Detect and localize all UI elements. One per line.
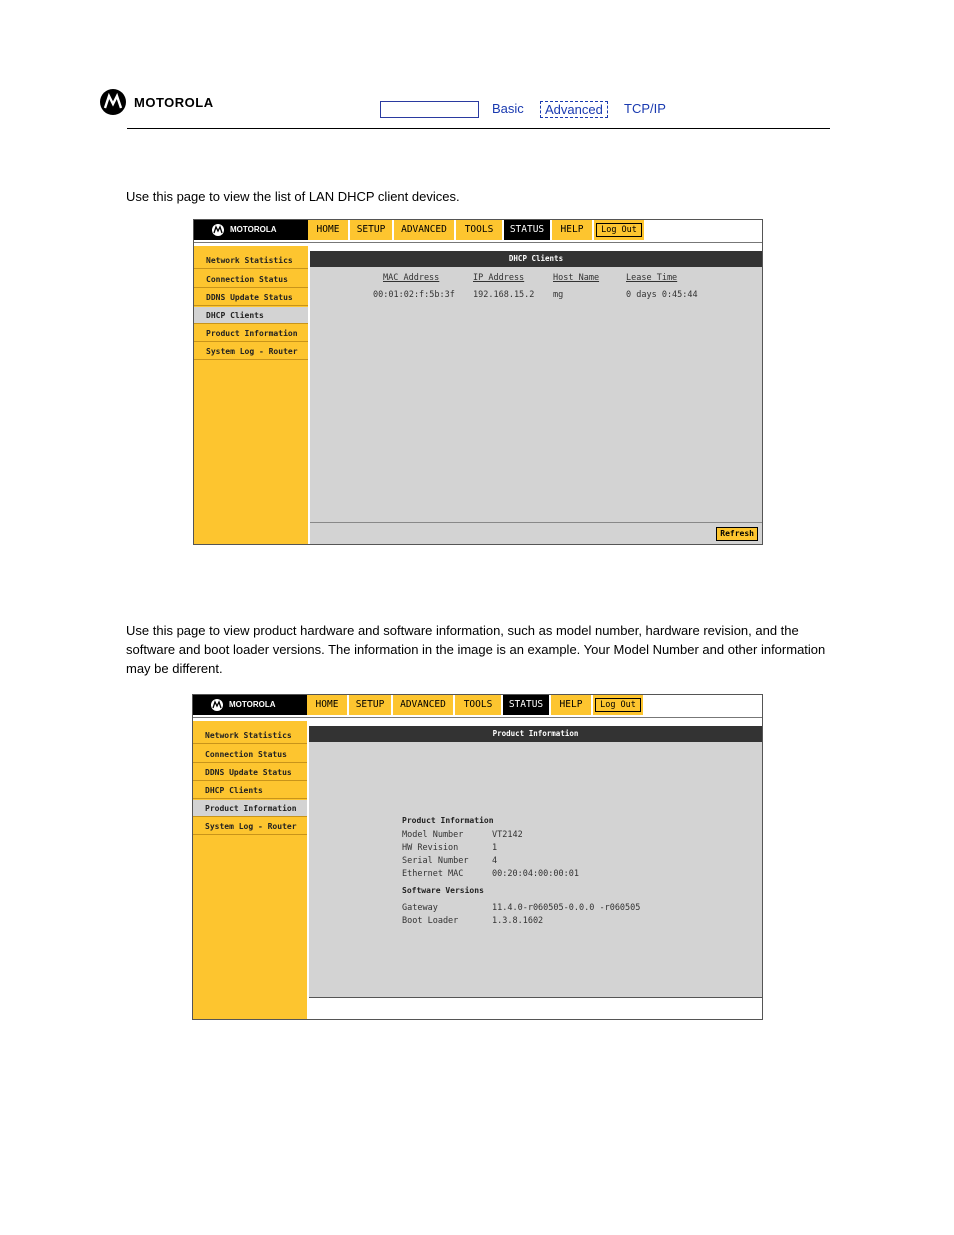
router-logo: [193, 695, 307, 715]
model-number-label: Model Number: [402, 830, 464, 840]
sidebar-item-system-log[interactable]: System Log - Router: [194, 343, 308, 360]
sidebar-item-connection-status[interactable]: Connection Status: [193, 746, 307, 763]
table-cell-host: mg: [553, 290, 564, 300]
menu-help[interactable]: HELP: [551, 695, 593, 715]
sidebar-item-network-statistics[interactable]: Network Statistics: [193, 727, 307, 744]
menu-advanced[interactable]: ADVANCED: [394, 220, 456, 240]
sidebar-item-ddns-update-status[interactable]: DDNS Update Status: [193, 764, 307, 781]
boot-loader-value: 1.3.8.1602: [492, 916, 544, 926]
dhcp-content-panel: [310, 251, 762, 522]
status-sidebar: [193, 721, 309, 1019]
brand-name: MOTOROLA: [134, 95, 214, 110]
dhcp-footer-bar: [310, 522, 762, 544]
logout-button[interactable]: Log Out: [595, 698, 641, 712]
product-content-panel: [309, 726, 762, 998]
table-cell-ip: 192.168.15.2: [473, 290, 535, 300]
router-brand: MOTOROLA: [230, 225, 277, 234]
sidebar-item-ddns-update-status[interactable]: DDNS Update Status: [194, 289, 308, 306]
router-brand: MOTOROLA: [229, 700, 276, 709]
sidebar-item-dhcp-clients[interactable]: DHCP Clients: [193, 782, 307, 799]
dhcp-page-title: DHCP Clients: [310, 251, 762, 267]
sidebar-item-product-information[interactable]: Product Information: [194, 325, 308, 342]
ethernet-mac-value: 00:20:04:00:00:01: [492, 869, 579, 879]
dhcp-clients-screenshot: [193, 219, 763, 545]
column-header-host: Host Name: [553, 273, 600, 283]
refresh-button[interactable]: Refresh: [716, 527, 758, 541]
boot-loader-label: Boot Loader: [402, 916, 459, 926]
nav-current-page-box[interactable]: [380, 101, 479, 118]
sidebar-item-product-information[interactable]: Product Information: [193, 800, 307, 817]
header-divider: [127, 128, 830, 129]
sidebar-item-network-statistics[interactable]: Network Statistics: [194, 252, 308, 269]
menu-help[interactable]: HELP: [552, 220, 594, 240]
gateway-value: 11.4.0-r060505-0.0.0 -r060505: [492, 903, 641, 913]
model-number-value: VT2142: [492, 830, 523, 840]
sidebar-item-dhcp-clients[interactable]: DHCP Clients: [194, 307, 308, 324]
nav-link-advanced[interactable]: Advanced: [540, 101, 608, 118]
menu-advanced[interactable]: ADVANCED: [393, 695, 455, 715]
product-page-title: Product Information: [309, 726, 762, 742]
serial-number-label: Serial Number: [402, 856, 469, 866]
nav-link-tcpip[interactable]: TCP/IP: [624, 101, 666, 116]
sidebar-item-system-log[interactable]: System Log - Router: [193, 818, 307, 835]
motorola-batwing-icon: [212, 224, 224, 236]
serial-number-value: 4: [492, 856, 498, 866]
menu-tools[interactable]: TOOLS: [456, 220, 504, 240]
hw-revision-label: HW Revision: [402, 843, 459, 853]
column-header-ip: IP Address: [473, 273, 525, 283]
motorola-logo: [100, 89, 240, 117]
column-header-lease: Lease Time: [626, 273, 678, 283]
router-logo: [194, 220, 308, 240]
dhcp-intro-text: Use this page to view the list of LAN DHCP client devices.: [126, 189, 460, 204]
sidebar-item-connection-status[interactable]: Connection Status: [194, 271, 308, 288]
status-sidebar: [194, 246, 310, 544]
ethernet-mac-label: Ethernet MAC: [402, 869, 464, 879]
product-information-screenshot: [192, 694, 763, 1020]
menu-setup[interactable]: SETUP: [349, 695, 393, 715]
table-cell-lease: 0 days 0:45:44: [626, 290, 698, 300]
router-menu-bar: [308, 220, 762, 240]
menu-home[interactable]: HOME: [307, 695, 349, 715]
logout-button[interactable]: Log Out: [596, 223, 642, 237]
router-menu-bar: [307, 695, 762, 715]
nav-link-basic[interactable]: Basic: [492, 101, 524, 116]
motorola-batwing-icon: [100, 89, 126, 115]
software-versions-heading: Software Versions: [402, 886, 484, 895]
motorola-batwing-icon: [211, 699, 223, 711]
product-info-intro-text: Use this page to view product hardware and software information, such as model number, hardware revision, and the software and boot loader versions. The information in the image is an example. Your Model Number and other information may be different.: [126, 623, 826, 676]
gateway-label: Gateway: [402, 903, 438, 913]
menu-status[interactable]: STATUS: [503, 695, 551, 715]
table-cell-mac: 00:01:02:f:5b:3f: [373, 290, 455, 300]
menu-home[interactable]: HOME: [308, 220, 350, 240]
product-info-heading: Product Information: [402, 816, 494, 825]
column-header-mac: MAC Address: [383, 273, 440, 283]
menu-setup[interactable]: SETUP: [350, 220, 394, 240]
menu-status[interactable]: STATUS: [504, 220, 552, 240]
menu-tools[interactable]: TOOLS: [455, 695, 503, 715]
hw-revision-value: 1: [492, 843, 498, 853]
